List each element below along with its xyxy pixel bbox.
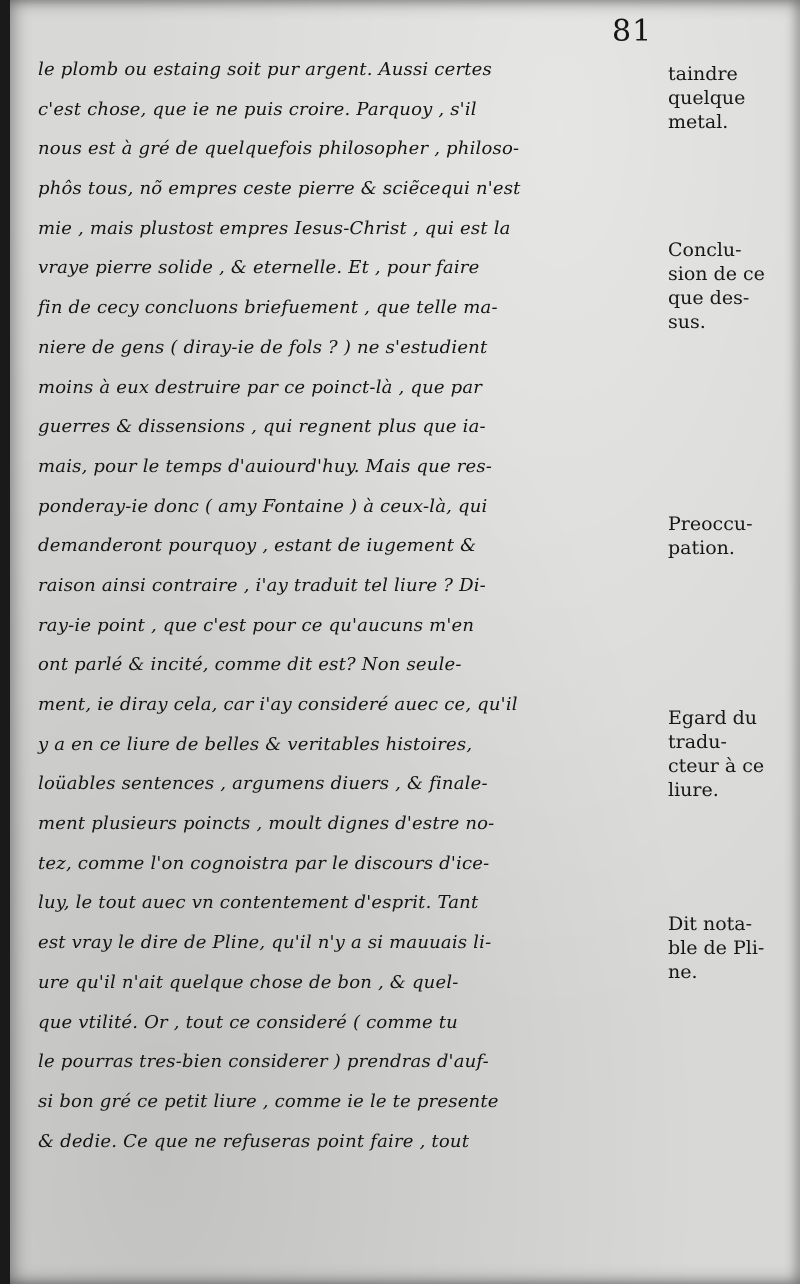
margin-note-line: ble de Pli- xyxy=(668,937,765,959)
text-line: phôs tous, nõ empres ceste pierre & sciẽcequi n'est xyxy=(38,178,521,200)
text-line: loüables sentences , argumens diuers , & finale- xyxy=(38,773,488,795)
page-number: 81 xyxy=(612,14,653,49)
text-line: mie , mais plustost empres Iesus-Christ , qui est la xyxy=(38,217,511,239)
margin-note-line: Conclu- xyxy=(668,239,742,261)
text-line: luy, le tout auec vn contentement d'esprit. Tant xyxy=(38,892,479,914)
text-line: moins à eux destruire par ce poinct-là , que par xyxy=(38,376,483,398)
text-line: le plomb ou estaing soit pur argent. Aussi certes xyxy=(38,59,492,80)
margin-note-line: metal. xyxy=(668,111,729,133)
text-line: fin de cecy concluons briefuement , que telle ma- xyxy=(38,297,498,319)
margin-note-line: liure. xyxy=(668,779,719,801)
text-line: ment, ie diray cela, car i'ay consideré auec ce, qu'il xyxy=(38,694,518,715)
margin-note-line: quelque xyxy=(668,87,746,109)
margin-note-line: ne. xyxy=(668,961,698,983)
text-line: le pourras tres-bien considerer ) prendras d'auf- xyxy=(38,1051,489,1073)
text-line: ont parlé & incité, comme dit est? Non seule- xyxy=(38,654,462,676)
text-line: & dedie. Ce que ne refuseras point faire , tout xyxy=(38,1130,470,1152)
text-line: mais, pour le temps d'auiourd'huy. Mais que res- xyxy=(38,455,493,477)
text-line: nous est à gré de quelquefois philosopher , philoso- xyxy=(38,138,520,160)
margin-note-line: cteur à ce xyxy=(668,755,765,777)
text-line: guerres & dissensions , qui regnent plus que ia- xyxy=(38,416,486,438)
margin-note-preoccupation xyxy=(668,512,753,560)
text-line: y a en ce liure de belles & veritables histoires, xyxy=(38,733,473,755)
text-line: raison ainsi contraire , i'ay traduit tel liure ? Di- xyxy=(38,574,486,596)
margin-note-line: que des- xyxy=(668,287,750,309)
margin-note-line: tradu- xyxy=(668,731,727,753)
main-text-block xyxy=(38,50,668,1161)
margin-note-line: sion de ce xyxy=(668,263,765,285)
margin-note-metal xyxy=(668,62,745,134)
text-line: ure qu'il n'ait quelque chose de bon , & quel- xyxy=(38,971,459,993)
text-line: demanderont pourquoy , estant de iugement & xyxy=(38,535,477,557)
text-line: niere de gens ( diray-ie de fols ? ) ne s'estudient xyxy=(38,336,488,358)
text-line: ray-ie point , que c'est pour ce qu'aucuns m'en xyxy=(38,614,475,636)
margin-note-line: pation. xyxy=(668,537,735,559)
text-line: ment plusieurs poincts , moult dignes d'estre no- xyxy=(38,813,495,835)
text-line: si bon gré ce petit liure , comme ie le te presente xyxy=(38,1090,499,1112)
text-line: ponderay-ie donc ( amy Fontaine ) à ceux-là, qui xyxy=(38,495,488,517)
margin-note-line: taindre xyxy=(668,63,738,85)
text-line: vraye pierre solide , & eternelle. Et , pour faire xyxy=(38,257,480,279)
margin-note-line: Dit nota- xyxy=(668,913,753,935)
margin-note-egard xyxy=(668,706,764,802)
text-line: c'est chose, que ie ne puis croire. Parquoy , s'il xyxy=(38,98,477,120)
margin-note-pline xyxy=(668,912,764,984)
margin-note-line: sus. xyxy=(668,311,706,333)
margin-note-line: Egard du xyxy=(668,707,758,729)
text-line: est vray le dire de Pline, qu'il n'y a si mauuais li- xyxy=(38,932,492,954)
margin-notes-column xyxy=(668,0,798,1284)
margin-note-line: Preoccu- xyxy=(668,513,753,535)
text-line: tez, comme l'on cognoistra par le discours d'ice- xyxy=(38,852,490,874)
margin-note-conclusion xyxy=(668,238,765,334)
page-gutter-shadow xyxy=(0,0,10,1284)
text-line: que vtilité. Or , tout ce consideré ( comme tu xyxy=(38,1011,458,1033)
